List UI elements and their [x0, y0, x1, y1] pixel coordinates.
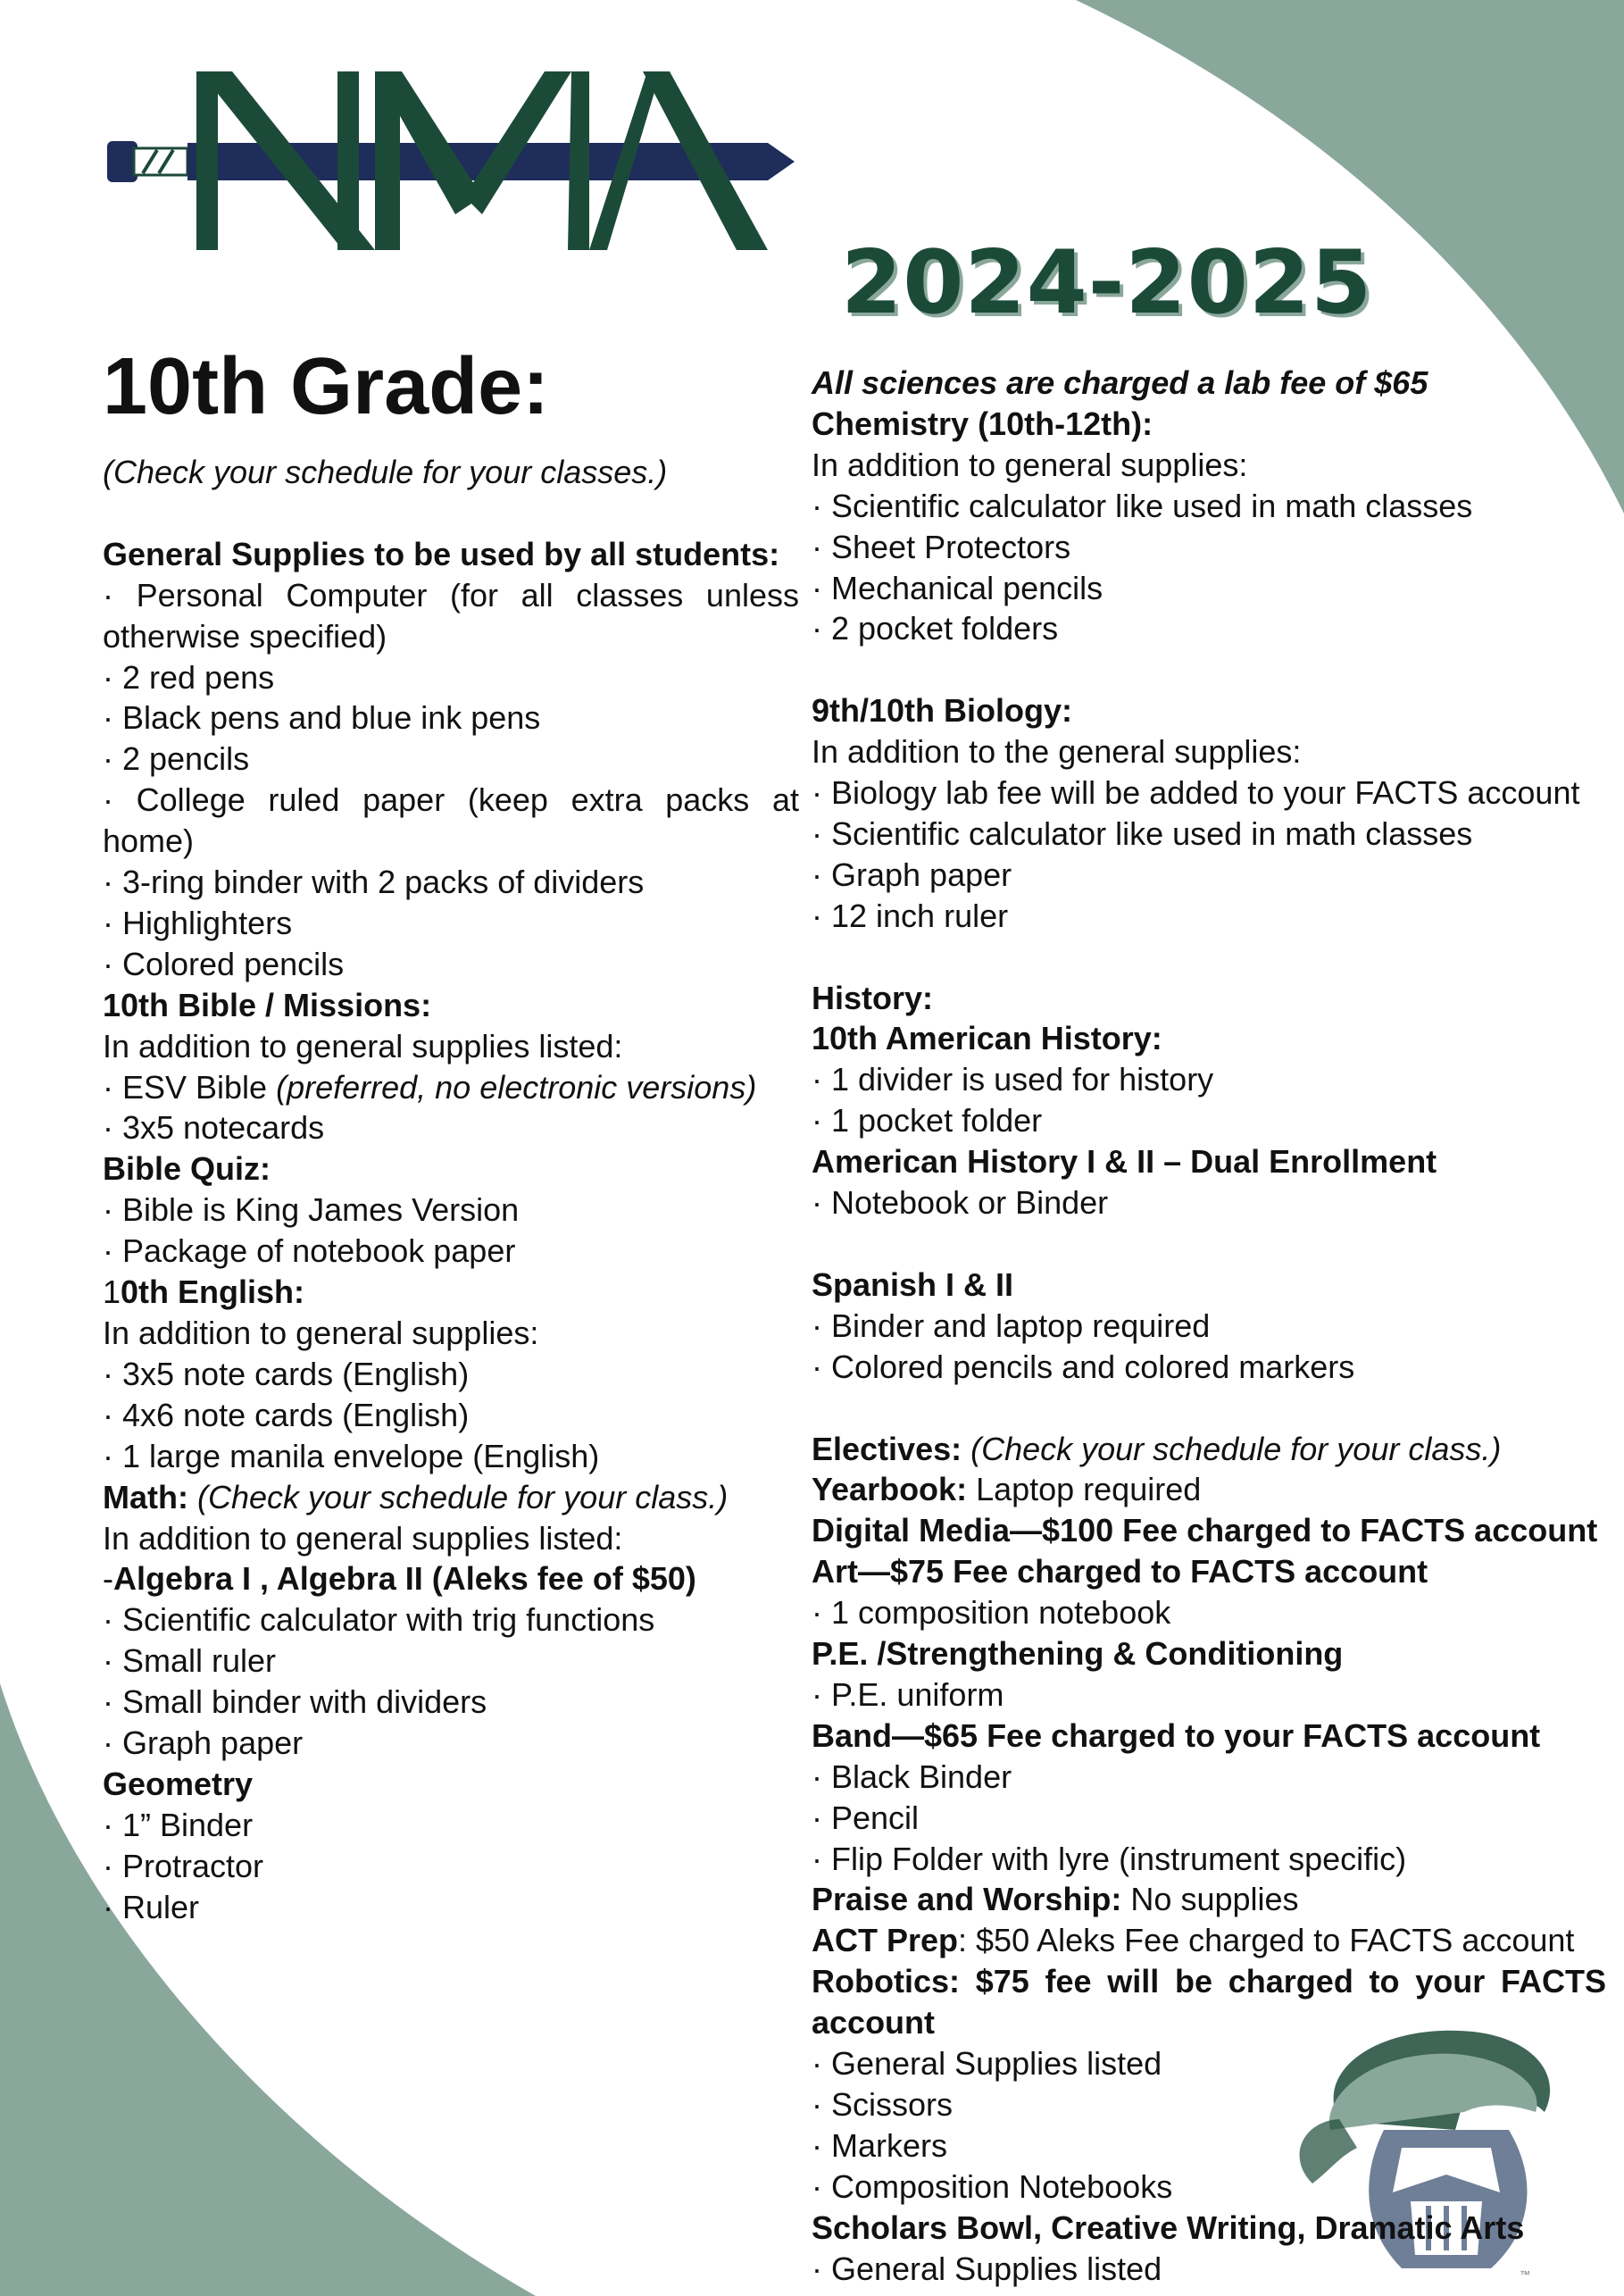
list-item: · 3x5 notecards — [103, 1109, 325, 1147]
list-item: · 3x5 note cards (English) — [103, 1355, 470, 1392]
english-heading-text: 0th English: — [121, 1273, 305, 1311]
list-item: · 3-ring binder with 2 packs of dividers — [103, 864, 645, 901]
electives-note: (Check your schedule for your class.) — [962, 1430, 1502, 1467]
list-item: · Binder and laptop required — [812, 1307, 1211, 1344]
math-note: (Check your schedule for your class.) — [187, 1478, 729, 1515]
list-item: · Mechanical pencils — [812, 569, 1103, 606]
bible-heading: 10th Bible / Missions: — [103, 986, 432, 1023]
english-intro: In addition to general supplies: — [103, 1315, 539, 1352]
list-item: · Markers — [812, 2126, 947, 2164]
general-heading: General Supplies to be used by all students: — [103, 535, 780, 572]
dual-enrollment-heading: American History I & II – Dual Enrollment — [812, 1143, 1437, 1181]
act-line — [812, 1920, 1606, 1961]
list-item: · 2 pencils — [103, 740, 250, 778]
list-item: · Personal Computer (for all classes unless otherwise specified) — [103, 576, 799, 655]
math-intro: In addition to general supplies listed: — [103, 1519, 623, 1557]
act-label: ACT Prep — [812, 1922, 959, 1959]
list-item: · Scientific calculator like used in math classes — [812, 814, 1473, 852]
yearbook-text: Laptop required — [967, 1471, 1202, 1508]
chemistry-heading: Chemistry (10th-12th): — [812, 405, 1153, 442]
list-item: · Bible is King James Version — [103, 1191, 520, 1229]
list-item: · Sheet Protectors — [812, 528, 1071, 565]
list-item: · Scientific calculator with trig functions — [103, 1601, 655, 1639]
digital-media-heading: Digital Media—$100 Fee charged to FACTS account — [812, 1512, 1598, 1549]
list-item: · 1 large manila envelope (English) — [103, 1437, 600, 1474]
school-year: 2024-2025 — [841, 232, 1373, 334]
yearbook-label: Yearbook: — [812, 1471, 968, 1508]
subtitle: (Check your schedule for your classes.) — [103, 454, 668, 490]
american-history-heading: 10th American History: — [812, 1020, 1162, 1057]
list-item: · Pencil — [812, 1799, 920, 1836]
lab-note: All sciences are charged a lab fee of $65 — [812, 364, 1428, 401]
list-item: · 2 red pens — [103, 658, 275, 696]
list-item: · Black Binder — [812, 1757, 1012, 1795]
right-column — [812, 363, 1606, 2290]
list-item: · 4x6 note cards (English) — [103, 1396, 470, 1433]
list-item: · Flip Folder with lyre (instrument specific) — [812, 1840, 1407, 1877]
math-heading-text: Math: — [103, 1478, 188, 1515]
algebra-text: Algebra I , Algebra II (Aleks fee of $50) — [113, 1560, 696, 1598]
list-item: · General Supplies listed — [812, 2045, 1162, 2083]
math-heading — [103, 1477, 799, 1518]
algebra-prefix: - — [103, 1560, 113, 1598]
electives-heading — [812, 1429, 1606, 1470]
bible-item: · ESV Bible — [103, 1068, 277, 1106]
quiz-heading: Bible Quiz: — [103, 1150, 271, 1188]
left-column — [103, 452, 799, 1928]
list-item: · Colored pencils — [103, 945, 345, 982]
list-item: · Biology lab fee will be added to your FACTS account — [812, 774, 1580, 812]
list-item: · 1” Binder — [103, 1806, 254, 1843]
list-item: · Scissors — [812, 2086, 954, 2123]
yearbook-line — [812, 1469, 1606, 1510]
page-title: 10th Grade: — [103, 342, 550, 431]
art-heading: Art—$75 Fee charged to FACTS account — [812, 1553, 1428, 1591]
robotics-heading: Robotics: $75 fee will be charged to your FACTS account — [812, 1963, 1606, 2041]
pe-heading: P.E. /Strengthening & Conditioning — [812, 1635, 1344, 1673]
bible-intro: In addition to general supplies listed: — [103, 1027, 623, 1065]
list-item: · P.E. uniform — [812, 1675, 1004, 1713]
list-item: · 12 inch ruler — [812, 897, 1009, 934]
list-item: · Composition Notebooks — [812, 2167, 1173, 2205]
nma-logo — [107, 63, 804, 263]
english-heading — [103, 1272, 799, 1313]
list-item: · 1 divider is used for history — [812, 1061, 1214, 1098]
history-heading: History: — [812, 979, 934, 1016]
geometry-heading: Geometry — [103, 1765, 254, 1802]
act-text: : $50 Aleks Fee charged to FACTS account — [958, 1922, 1575, 1959]
trademark-mark: ™ — [1520, 2268, 1530, 2281]
chemistry-intro: In addition to general supplies: — [812, 446, 1248, 483]
english-prefix: 1 — [103, 1273, 121, 1311]
list-item: · Notebook or Binder — [812, 1184, 1109, 1222]
list-item: · Colored pencils and colored markers — [812, 1348, 1355, 1385]
band-heading: Band—$65 Fee charged to your FACTS account — [812, 1716, 1541, 1754]
list-item: · Graph paper — [812, 856, 1012, 893]
algebra-line — [103, 1558, 799, 1599]
praise-text: No supplies — [1121, 1881, 1299, 1918]
list-item: · Highlighters — [103, 904, 293, 941]
biology-intro: In addition to the general supplies: — [812, 733, 1302, 771]
list-item: · 2 pocket folders — [812, 610, 1059, 647]
list-item: · Package of notebook paper — [103, 1232, 516, 1270]
biology-heading: 9th/10th Biology: — [812, 692, 1073, 730]
list-item: · Ruler — [103, 1888, 200, 1925]
bible-note: (preferred, no electronic versions) — [276, 1068, 757, 1106]
list-item: · Graph paper — [103, 1724, 304, 1762]
electives-heading-text: Electives: — [812, 1430, 962, 1467]
list-item: · Small binder with dividers — [103, 1683, 487, 1721]
scholars-heading: Scholars Bowl, Creative Writing, Dramatic Arts — [812, 2208, 1525, 2246]
list-item: · Small ruler — [103, 1642, 277, 1680]
list-item: · 1 pocket folder — [812, 1102, 1043, 1140]
list-item: · Scientific calculator like used in math classes — [812, 487, 1473, 524]
spanish-heading: Spanish I & II — [812, 1265, 1014, 1303]
list-item: · 1 composition notebook — [812, 1594, 1171, 1632]
list-item — [103, 1067, 799, 1108]
list-item: · General Supplies listed — [812, 2250, 1162, 2287]
list-item: · Protractor — [103, 1847, 264, 1884]
praise-line — [812, 1879, 1606, 1920]
list-item: · College ruled paper (keep extra packs at home) — [103, 781, 799, 860]
praise-label: Praise and Worship: — [812, 1881, 1122, 1918]
list-item: · Black pens and blue ink pens — [103, 699, 541, 737]
